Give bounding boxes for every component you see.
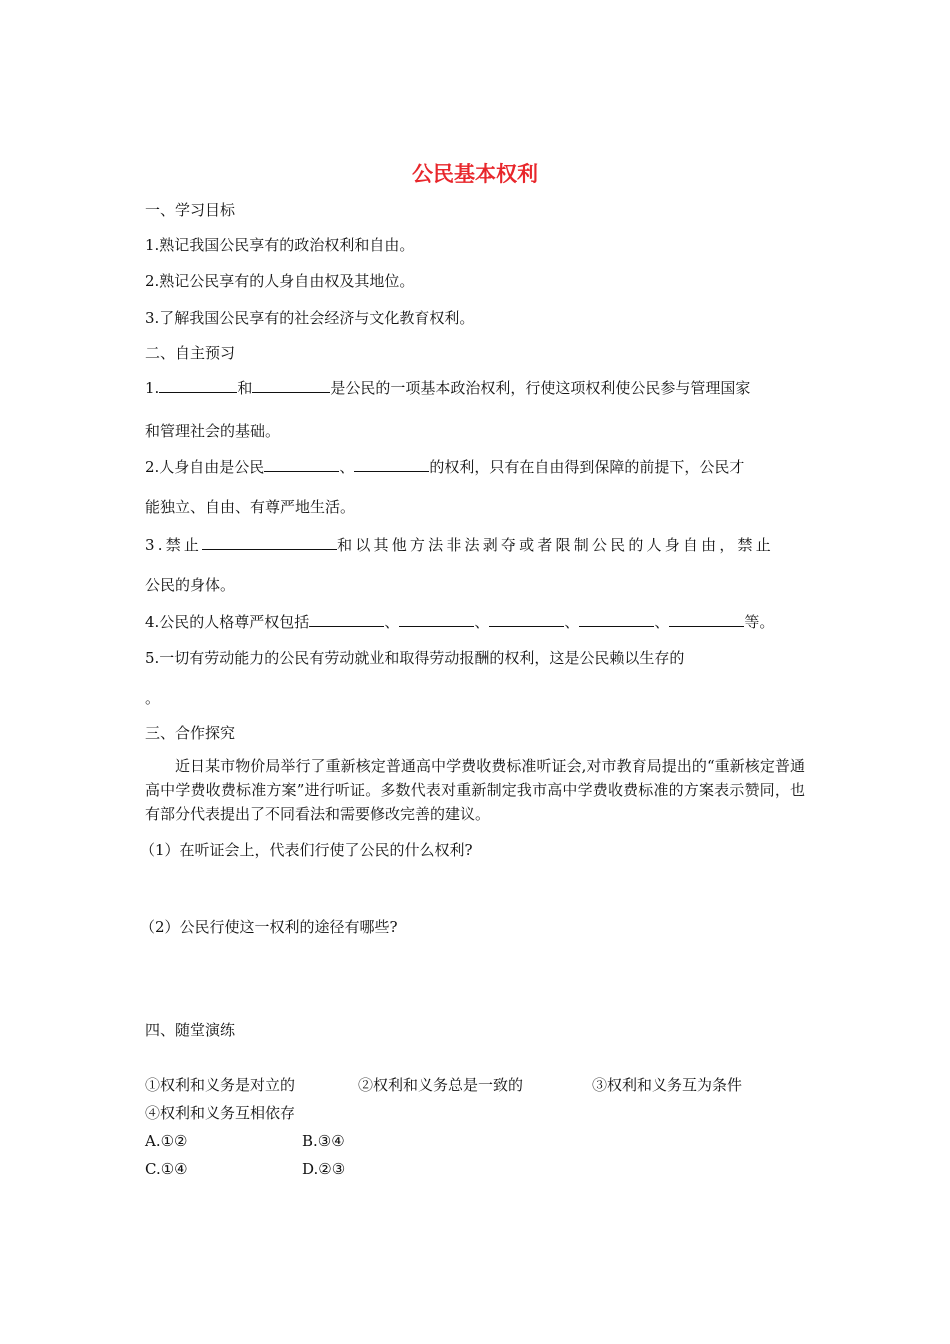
q1-number: 1. [145, 379, 160, 397]
fill-blank[interactable] [202, 535, 337, 550]
goal-item: 3.了解我国公民享有的社会经济与文化教育权利。 [145, 309, 475, 327]
fill-blank[interactable] [309, 612, 384, 627]
answer-a: A.①② [145, 1132, 188, 1150]
fill-blank[interactable] [579, 612, 654, 627]
answer-b: B.③④ [302, 1132, 345, 1150]
question-3 [145, 535, 774, 555]
fill-blank[interactable] [159, 378, 237, 393]
question-4 [145, 612, 774, 632]
q4-start: 4.公民的人格尊严权包括 [145, 613, 310, 631]
q2-start: 2.人身自由是公民 [145, 458, 265, 476]
answer-d: D.②③ [302, 1160, 346, 1178]
section-heading-explore: 三、合作探究 [145, 724, 236, 742]
q4-sep: 、 [564, 613, 580, 631]
option-2: ②权利和义务总是一致的 [358, 1076, 524, 1094]
q4-sep: 、 [654, 613, 670, 631]
goal-item: 1.熟记我国公民享有的政治权利和自由。 [145, 236, 415, 254]
question-1-cont: 和管理社会的基础。 [145, 422, 281, 440]
question-5-cont: 。 [145, 689, 161, 707]
question-3-cont: 公民的身体。 [145, 576, 236, 594]
section-heading-practice: 四、随堂演练 [145, 1021, 236, 1039]
fill-blank[interactable] [399, 612, 474, 627]
goal-item: 2.熟记公民享有的人身自由权及其地位。 [145, 272, 415, 290]
question-5: 5.一切有劳动能力的公民有劳动就业和取得劳动报酬的权利，这是公民赖以生存的 [145, 649, 685, 667]
q4-end: 等。 [744, 613, 775, 631]
explore-question-2: （2）公民行使这一权利的途径有哪些? [140, 918, 398, 936]
fill-blank[interactable] [354, 457, 429, 472]
q1-rest: 是公民的一项基本政治权利，行使这项权利使公民参与管理国家 [330, 379, 751, 397]
fill-blank[interactable] [669, 612, 744, 627]
page-title: 公民基本权利 [412, 162, 538, 186]
option-1: ①权利和义务是对立的 [145, 1076, 296, 1094]
q1-mid: 和 [237, 379, 253, 397]
case-paragraph: 近日某市物价局举行了重新核定普通高中学费收费标准听证会,对市教育局提出的“重新核定普通高中学费收费标准方案”进行听证。多数代表对重新制定我市高中学费收费标准的方案表示赞同，也有部分代表提出了不同看法和需要修改完善的建议。 [145, 757, 805, 823]
q3-rest: 和以其他方法非法剥夺或者限制公民的人身自由，禁止 [337, 536, 774, 554]
fill-blank[interactable] [264, 457, 339, 472]
q2-rest: 的权利，只有在自由得到保障的前提下，公民才 [429, 458, 745, 476]
answer-c: C.①④ [145, 1160, 188, 1178]
section-heading-goals: 一、学习目标 [145, 201, 236, 219]
explore-question-1: （1）在听证会上，代表们行使了公民的什么权利? [140, 841, 473, 859]
fill-blank[interactable] [252, 378, 330, 393]
question-2-cont: 能独立、自由、有尊严地生活。 [145, 498, 356, 516]
section-heading-preview: 二、自主预习 [145, 344, 236, 362]
option-3: ③权利和义务互为条件 [592, 1076, 743, 1094]
q4-sep: 、 [474, 613, 490, 631]
q4-sep: 、 [384, 613, 400, 631]
q2-sep: 、 [339, 458, 355, 476]
question-1 [145, 378, 750, 398]
fill-blank[interactable] [489, 612, 564, 627]
q3-start: 3.禁止 [145, 536, 203, 554]
question-2 [145, 457, 744, 477]
option-4: ④权利和义务互相依存 [145, 1104, 296, 1122]
